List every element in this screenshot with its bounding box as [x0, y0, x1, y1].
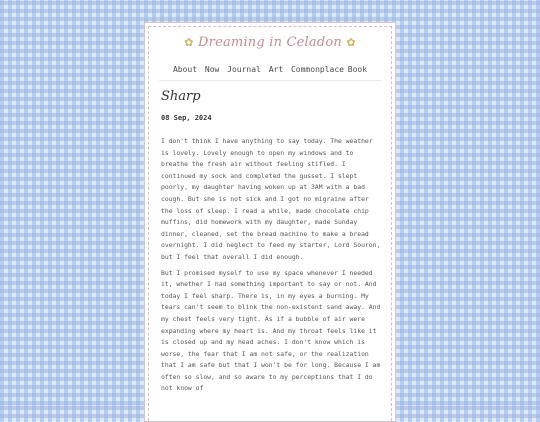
nav-link-commonplace-book[interactable]: Commonplace Book [290, 65, 368, 74]
site-title[interactable]: Dreaming in Celadon [198, 35, 342, 50]
post-paragraph: But I promised myself to use my space whenever I needed it, whether I had something important to say or not. And today I feel sharp. There is, in my eyes a burning. My tears can't seem to blink the non-existent sand away. And my chest feels very tight. As if a bubble of air were expanding where my heart is. And my throat feels like it is closed up and my head aches. I don't know which is worse, the fear that I am not safe, or the realization that I am safe but that I won't be for long. Because I am often so slow, and so aware to my perceptions that I do not know of [161, 268, 381, 393]
flower-icon: ✿ [346, 36, 356, 49]
post-date: 08 Sep, 2024 [161, 114, 212, 122]
post-body [161, 136, 381, 399]
post-paragraph: I don't think I have anything to say today. The weather is lovely. Lovely enough to open my windows and to breathe the fresh air without feeling stifled. I continued my sock and completed the gusset. I slept poorly, my daughter having woken up at 3AM with a bad cough. But she is not sick and I got no migraine after the loss of sleep. I read a while, made chocolate chip muffins, did homework with my daughter, made Sunday dinner, cleaned, set the bread machine to make a bread overnight. I did neglect to feed my starter, Lord Souron, but I feel that overall I did enough. [161, 137, 381, 261]
nav-link-journal[interactable]: Journal [227, 65, 261, 74]
nav-link-about[interactable]: About [172, 65, 198, 74]
main-nav [145, 65, 395, 74]
post-title: Sharp [161, 89, 201, 104]
flower-icon: ✿ [184, 36, 194, 49]
nav-divider [159, 80, 381, 81]
nav-link-now[interactable]: Now [204, 65, 220, 74]
nav-link-art[interactable]: Art [268, 65, 284, 74]
site-header [145, 35, 395, 50]
page-card [144, 22, 396, 422]
